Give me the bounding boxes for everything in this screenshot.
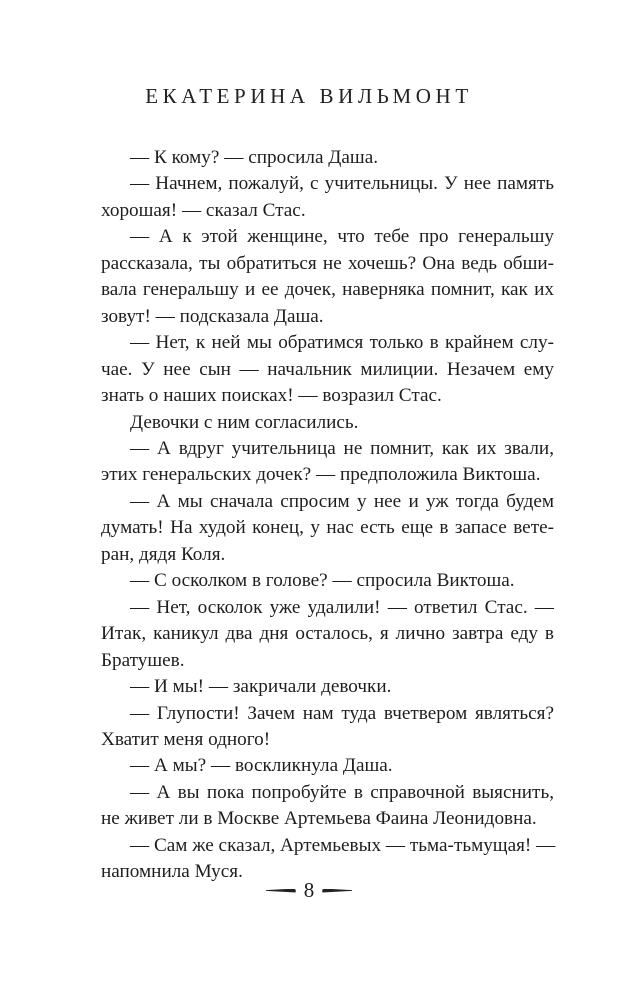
text-line: — Нет, к ней мы обратимся только в крайнем слу- (130, 332, 554, 354)
text-line: не живет ли в Москве Артемьева Фаина Леонидовна. (101, 808, 537, 830)
text-line: — А мы? — воскликнула Даша. (130, 755, 393, 777)
text-line: — К кому? — спросила Даша. (130, 147, 379, 168)
text-line: — Начнем, пожалуй, с учительницы. У нее память (130, 173, 554, 195)
text-line: Братушев. (101, 649, 185, 671)
text-line: этих генеральских дочек? — предположила Виктоша. (101, 464, 541, 486)
text-line: рассказала, ты обратиться не хочешь? Она ведь обши- (101, 252, 554, 274)
text-line: — И мы! — закричали девочки. (130, 676, 392, 698)
text-line: напомнила Муся. (101, 861, 243, 883)
text-line: ран, дядя Коля. (101, 543, 226, 565)
folio-ornament-right (322, 889, 352, 893)
text-line: — А вдруг учительница не помнит, как их звали, (130, 437, 554, 459)
text-line: — А к этой женщине, что тебе про генеральшу (130, 226, 554, 248)
text-line: — Глупости! Зачем нам туда вчетвером являться? (130, 702, 554, 724)
text-line: — С осколком в голове? — спросила Виктоша. (130, 570, 515, 592)
paragraph (101, 145, 554, 171)
paragraph (101, 780, 554, 833)
text-line: — Нет, осколок уже удалили! — ответил Стас. — (130, 596, 554, 618)
paragraph (101, 436, 554, 489)
paragraph (101, 595, 554, 674)
text-line: думать! На худой конец, у нас есть еще в запасе вете- (101, 517, 554, 539)
text-line: вала генеральшу и ее дочек, наверняка помнит, как их (101, 279, 554, 301)
text-line: — А мы сначала спросим у нее и уж тогда будем (130, 490, 554, 512)
page-folio (0, 878, 618, 903)
text-line: хорошая! — сказал Стас. (101, 199, 306, 221)
running-header: ЕКАТЕРИНА ВИЛЬМОНТ (145, 84, 473, 108)
text-line: — Сам же сказал, Артемьевых — тьма-тьмущая! — (130, 834, 556, 856)
text-line: чае. У нее сын — начальник милиции. Незачем ему (101, 358, 554, 380)
page-number: 8 (303, 878, 315, 902)
paragraph (101, 753, 554, 779)
paragraph (101, 489, 554, 568)
paragraph (101, 224, 554, 330)
paragraph (101, 701, 554, 754)
paragraph (101, 674, 554, 700)
text-line: зовут! — подсказала Даша. (101, 305, 324, 327)
paragraph (101, 568, 554, 594)
folio-ornament-left (266, 889, 296, 893)
text-line: Девочки с ним согласились. (130, 411, 359, 433)
text-line: — А вы пока попробуйте в справочной выяснить, (130, 781, 554, 803)
text-line: Хватит меня одного! (101, 728, 271, 750)
text-line: Итак, каникул два дня осталось, я лично завтра еду в (101, 623, 554, 645)
paragraph (101, 171, 554, 224)
paragraph (101, 410, 554, 436)
text-line: знать о наших поисках! — возразил Стас. (101, 385, 442, 407)
body-text (101, 145, 554, 886)
paragraph (101, 330, 554, 409)
